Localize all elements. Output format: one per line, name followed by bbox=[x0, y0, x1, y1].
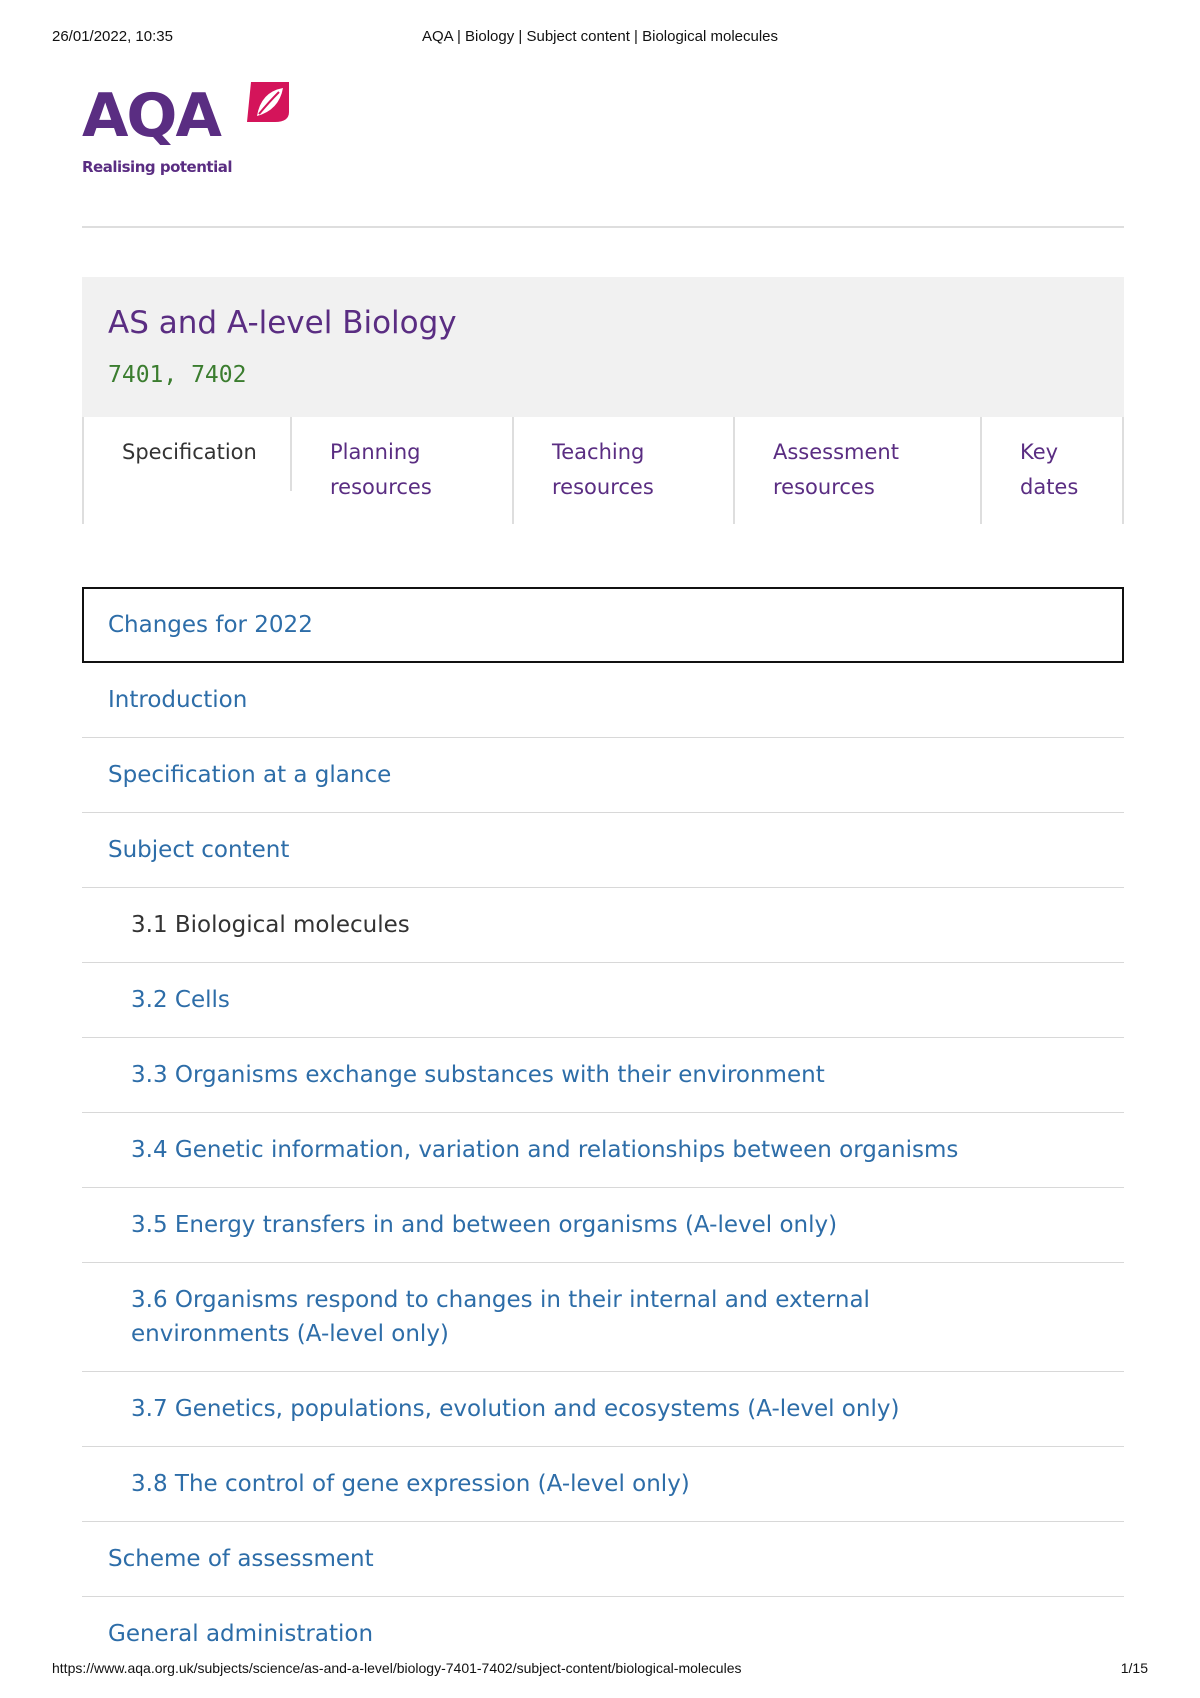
nav-link: 3.2 Cells bbox=[131, 987, 230, 1013]
tab-label: Teaching bbox=[552, 440, 645, 464]
nav-link: Specification at a glance bbox=[108, 762, 392, 788]
print-page-number: 1/15 bbox=[1120, 1660, 1148, 1676]
nav-organisms-exchange-substances[interactable] bbox=[82, 1038, 1124, 1113]
tab-label-line2: resources bbox=[552, 475, 654, 499]
specification-nav bbox=[82, 587, 1124, 1671]
nav-cells[interactable] bbox=[82, 963, 1124, 1038]
nav-changes-for-2022[interactable] bbox=[82, 587, 1124, 663]
nav-link: Introduction bbox=[108, 687, 248, 713]
nav-genetic-information[interactable] bbox=[82, 1113, 1124, 1188]
nav-biological-molecules[interactable] bbox=[82, 888, 1124, 963]
nav-link: 3.7 Genetics, populations, evolution and ecosystems (A-level only) bbox=[131, 1396, 900, 1422]
nav-organisms-respond[interactable] bbox=[82, 1263, 1124, 1372]
print-date: 26/01/2022, 10:35 bbox=[52, 28, 173, 45]
tab-label: Specification bbox=[122, 440, 257, 464]
nav-link: 3.8 The control of gene expression (A-level only) bbox=[131, 1471, 690, 1497]
tab-key-dates[interactable] bbox=[982, 417, 1124, 524]
logo-leaf-icon bbox=[245, 80, 291, 126]
tab-label: Key bbox=[1020, 440, 1059, 464]
logo-wordmark: AQA bbox=[82, 81, 220, 151]
nav-genetics-populations[interactable] bbox=[82, 1372, 1124, 1447]
course-tabs bbox=[82, 417, 1124, 524]
nav-link: 3.5 Energy transfers in and between organisms (A-level only) bbox=[131, 1212, 838, 1238]
tab-label-line2: resources bbox=[773, 475, 875, 499]
nav-specification-at-a-glance[interactable] bbox=[82, 738, 1124, 813]
print-page-title: AQA | Biology | Subject content | Biological molecules bbox=[421, 28, 779, 45]
nav-link: Subject content bbox=[108, 837, 290, 863]
nav-link: Scheme of assessment bbox=[108, 1546, 374, 1572]
nav-link: General administration bbox=[108, 1621, 374, 1647]
course-header bbox=[82, 277, 1124, 417]
nav-link: 3.3 Organisms exchange substances with their environment bbox=[131, 1062, 825, 1088]
logo-tagline: Realising potential bbox=[82, 158, 232, 176]
tab-specification[interactable] bbox=[82, 417, 292, 524]
course-title: AS and A-level Biology bbox=[108, 305, 457, 341]
tab-label-line2: resources bbox=[330, 475, 432, 499]
aqa-logo[interactable] bbox=[82, 80, 302, 180]
tab-divider bbox=[1122, 417, 1124, 524]
tab-teaching-resources[interactable] bbox=[514, 417, 734, 524]
nav-scheme-of-assessment[interactable] bbox=[82, 1522, 1124, 1597]
nav-subject-content[interactable] bbox=[82, 813, 1124, 888]
print-footer bbox=[52, 1660, 1148, 1680]
print-url: https://www.aqa.org.uk/subjects/science/as-and-a-level/biology-7401-7402/subject-content/biological-molecules bbox=[52, 1660, 742, 1676]
tab-label-line2: dates bbox=[1020, 475, 1079, 499]
nav-introduction[interactable] bbox=[82, 663, 1124, 738]
print-header bbox=[52, 28, 1148, 48]
nav-link: 3.4 Genetic information, variation and relationships between organisms bbox=[131, 1137, 959, 1163]
nav-energy-transfers[interactable] bbox=[82, 1188, 1124, 1263]
nav-link: Changes for 2022 bbox=[108, 612, 313, 638]
course-code: 7401, 7402 bbox=[108, 362, 247, 388]
header-divider bbox=[82, 226, 1124, 228]
tab-planning-resources[interactable] bbox=[292, 417, 512, 524]
nav-link: 3.6 Organisms respond to changes in their internal and external environments (A-level only) bbox=[131, 1287, 870, 1347]
tab-assessment-resources[interactable] bbox=[735, 417, 980, 524]
tab-label: Planning bbox=[330, 440, 421, 464]
nav-control-of-gene-expression[interactable] bbox=[82, 1447, 1124, 1522]
nav-link: 3.1 Biological molecules bbox=[131, 912, 410, 938]
tab-label: Assessment bbox=[773, 440, 899, 464]
